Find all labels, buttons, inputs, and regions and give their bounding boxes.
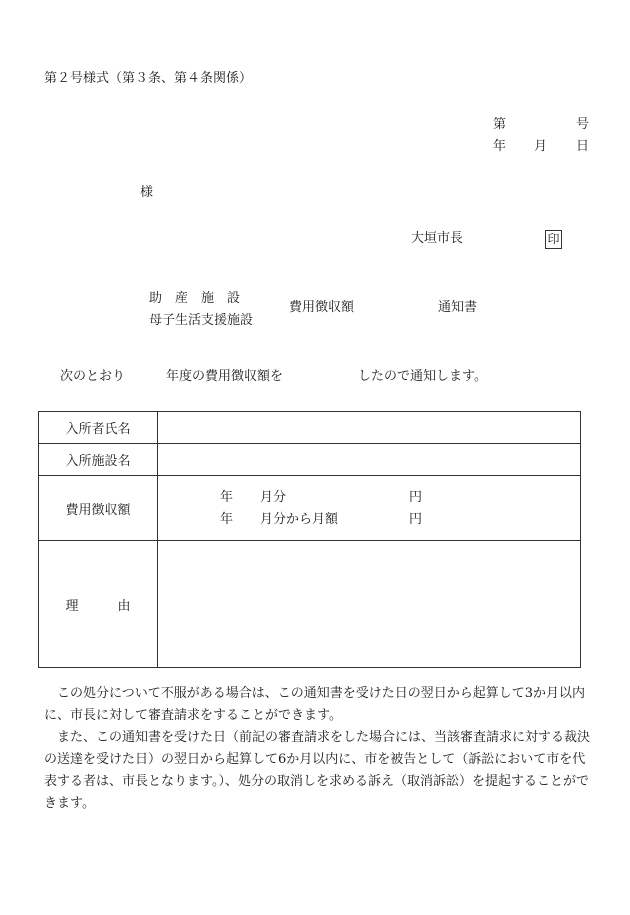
- value-reason: [158, 541, 581, 668]
- row-fee-amount: [39, 476, 581, 541]
- fee-table: [38, 411, 581, 668]
- intro-part-2: 年度の費用徴収額を: [166, 369, 284, 384]
- title-facility-2: 母子生活支援施設: [149, 313, 254, 328]
- row-reason: [39, 541, 581, 668]
- issuer-title: 大垣市長: [411, 231, 464, 246]
- fee-line-1-month: 月分: [260, 490, 287, 505]
- doc-number-prefix: 第: [493, 117, 507, 132]
- value-fee-amount: [158, 476, 581, 541]
- label-facility-name: 入所施設名: [39, 444, 158, 476]
- fee-line-1-year: 年: [220, 490, 234, 505]
- intro-part-3: したので通知します。: [358, 369, 487, 384]
- intro-part-1: 次のとおり: [60, 369, 126, 384]
- fee-line-2-year: 年: [220, 512, 234, 527]
- fee-line-2-month: 月分から月額: [260, 512, 339, 527]
- date-year: 年: [493, 139, 507, 154]
- row-resident-name: [39, 412, 581, 444]
- label-fee-amount: 費用徴収額: [39, 476, 158, 541]
- form-number: 第２号様式（第３条、第４条関係）: [44, 71, 253, 86]
- notice-paragraph-2: また、この通知書を受けた日（前記の審査請求をした場合には、当該審査請求に対する裁決の送達を受けた日）の翌日から起算して6か月以内に、市を被告として（訴訟において市を代表する者は、市長となります。）、処分の取消しを求める訴え（取消訴訟）を提起することができます。: [44, 730, 591, 811]
- label-resident-name: 入所者氏名: [39, 412, 158, 444]
- title-facility-1: 助 産 施 設: [149, 291, 241, 306]
- row-facility-name: [39, 444, 581, 476]
- date-day: 日: [576, 139, 590, 154]
- fee-line-1-yen: 円: [409, 490, 423, 505]
- addressee-suffix: 様: [140, 185, 154, 200]
- date-month: 月: [534, 139, 548, 154]
- notice-paragraph-1: この処分について不服がある場合は、この通知書を受けた日の翌日から起算して3か月以内に、市長に対して審査請求をすることができます。: [44, 686, 586, 723]
- seal-mark: 印: [545, 230, 562, 249]
- doc-number-suffix: 号: [576, 117, 590, 132]
- value-resident-name: [158, 412, 581, 444]
- value-facility-name: [158, 444, 581, 476]
- title-middle: 費用徴収額: [289, 300, 355, 315]
- label-reason: 理 由: [39, 541, 158, 668]
- fee-line-2-yen: 円: [409, 512, 423, 527]
- title-end: 通知書: [438, 300, 478, 315]
